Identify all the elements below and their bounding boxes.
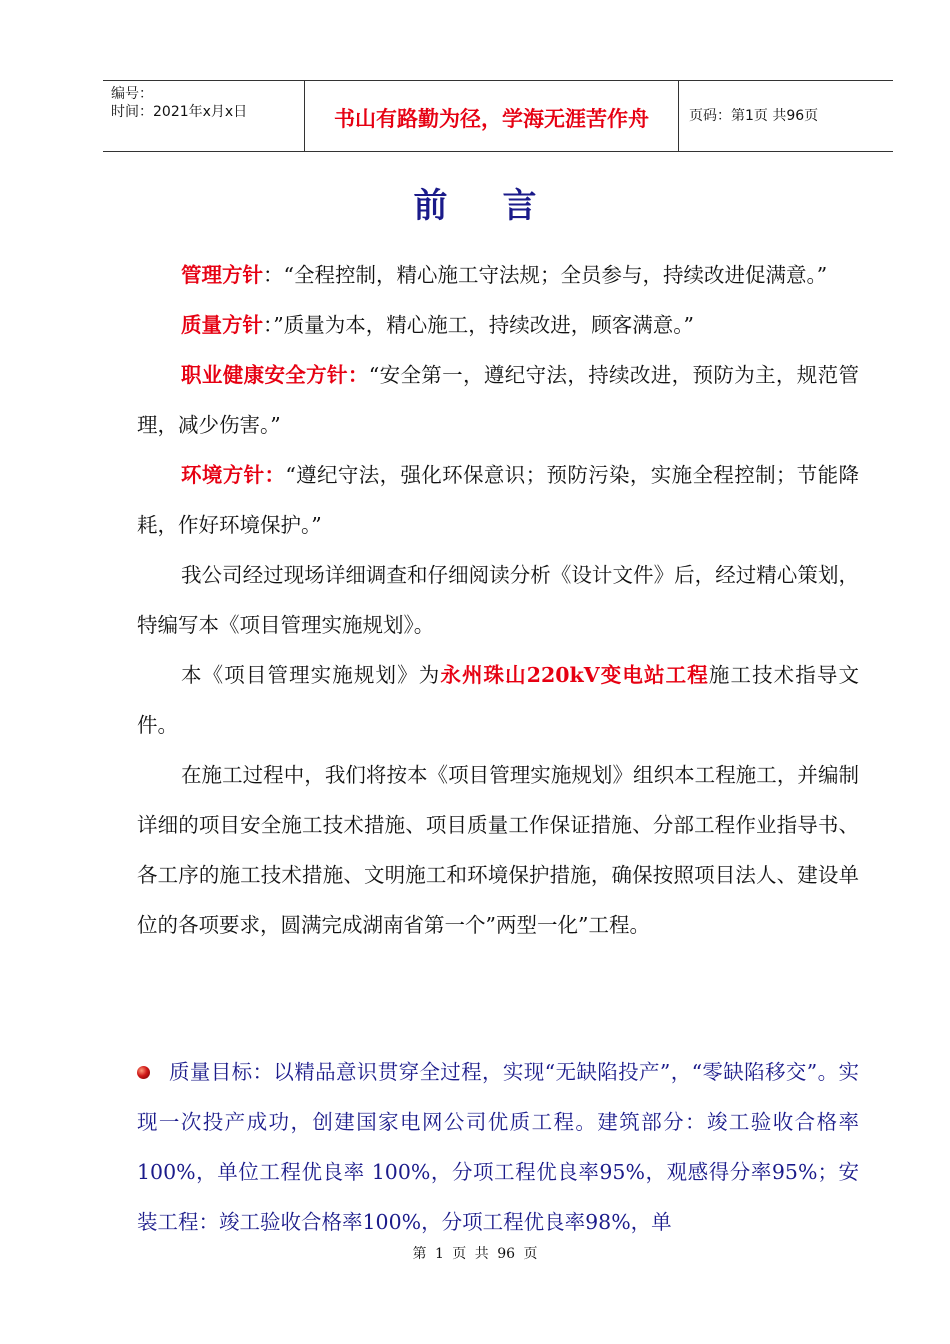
project-guidance-before: 本《项目管理实施规划》为 [181, 663, 441, 687]
page-footer: 第 1 页 共 96 页 [412, 1246, 538, 1262]
document-body [137, 250, 859, 950]
quality-policy-text: ：”质量为本，精心施工，持续改进，顾客满意。” [263, 313, 694, 337]
quality-policy-label: 质量方针 [181, 313, 263, 337]
environment-policy-text: “遵纪守法，强化环保意识；预防污染，实施全程控制；节能降耗，作好环境保护。” [137, 463, 860, 537]
safety-policy-label: 职业健康安全方针： [181, 363, 369, 387]
management-policy-paragraph [137, 250, 859, 300]
project-name: 永州珠山220kV变电站工程 [440, 663, 709, 687]
document-date-label: 时间：2021年x月x日 [111, 104, 248, 120]
construction-process-paragraph: 在施工过程中，我们将按本《项目管理实施规划》组织本工程施工，并编制详细的项目安全施工技术措施、项目质量工作保证措施、分部工程作业指导书、各工序的施工技术措施、文明施工和环境保护措施，确保按照项目法人、建设单位的各项要求，圆满完成湖南省第一个”两型一化”工程。 [137, 763, 859, 937]
environment-policy-label: 环境方针： [181, 463, 286, 487]
planning-intro-paragraph: 我公司经过现场详细调查和仔细阅读分析《设计文件》后，经过精心策划，特编写本《项目管理实施规划》。 [137, 563, 859, 637]
red-sphere-bullet-icon [137, 1066, 150, 1079]
quality-policy-paragraph [137, 300, 859, 350]
quality-goal-text: 质量目标：以精品意识贯穿全过程，实现“无缺陷投产”，“零缺陷移交”。实现一次投产成功，创建国家电网公司优质工程。建筑部分：竣工验收合格率100%，单位工程优良率 100%，分项工程优良率95%，观感得分率95%；安装工程：竣工验收合格率100%，分项工程优良率98%，单 [137, 1060, 859, 1234]
header-motto-cell [305, 81, 679, 151]
environment-policy-paragraph [137, 450, 859, 550]
project-guidance-after: 施工技术指导文件。 [137, 663, 860, 737]
header-page-cell [679, 81, 893, 151]
management-policy-label: 管理方针 [181, 263, 263, 287]
safety-policy-paragraph [137, 350, 859, 450]
document-number-label: 编号： [111, 86, 153, 102]
management-policy-text: ：“全程控制，精心施工守法规；全员参与，持续改进促满意。” [263, 263, 828, 287]
quality-goal-bullet [137, 1047, 859, 1247]
header-motto: 书山有路勤为径，学海无涯苦作舟 [334, 106, 649, 131]
safety-policy-text: “安全第一，遵纪守法，持续改进，预防为主，规范管理，减少伤害。” [137, 363, 860, 437]
header-page-number: 页码：第1页 共96页 [689, 108, 819, 124]
page-title: 前言 [413, 186, 592, 226]
page-header [103, 80, 893, 152]
header-meta-cell [103, 81, 305, 151]
project-guidance-paragraph [137, 650, 859, 750]
